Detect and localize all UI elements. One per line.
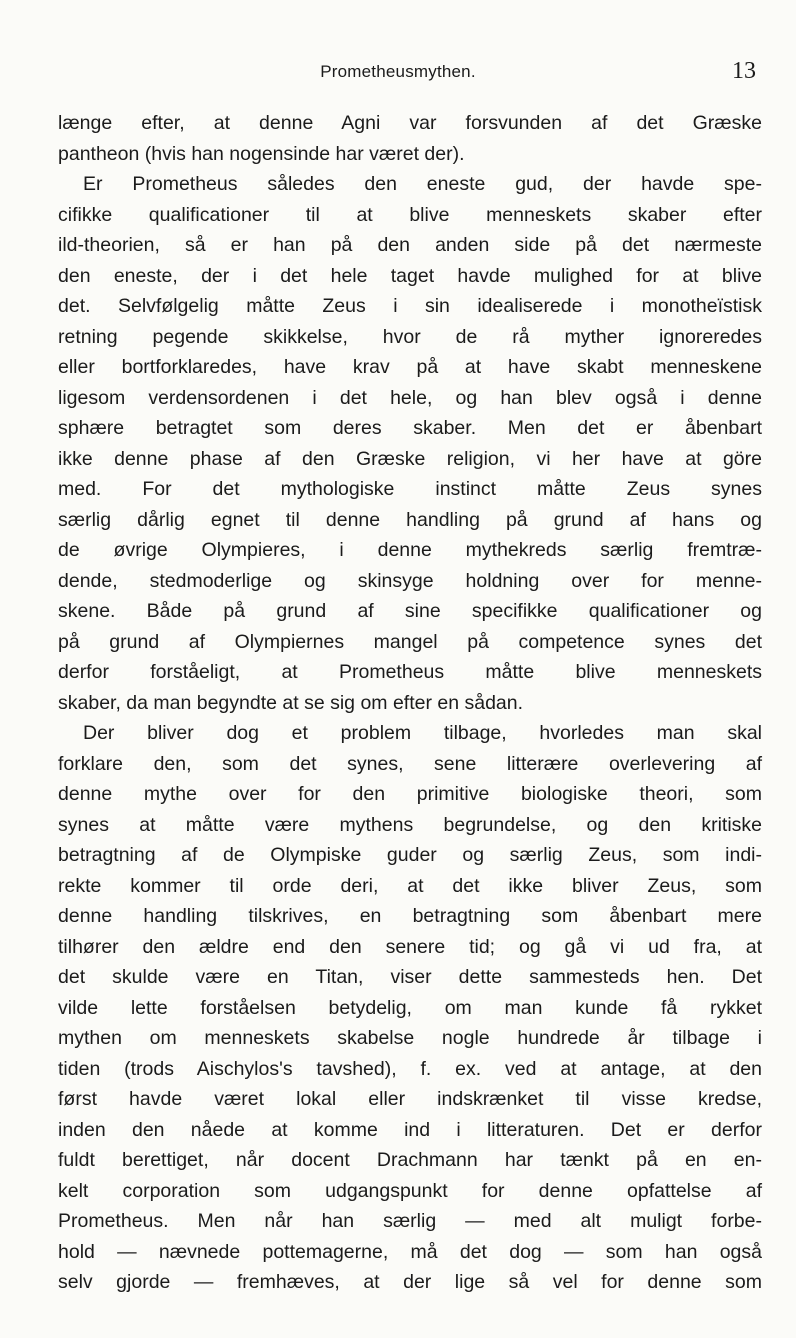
body-text	[58, 108, 762, 1298]
text-line: ikke denne phase af den Græske religion, vi her have at göre	[58, 447, 762, 470]
text-line: inden den nåede at komme ind i litteraturen. Det er derfor	[58, 1118, 762, 1141]
text-line: Der bliver dog et problem tilbage, hvorledes man skal	[83, 722, 762, 744]
text-line: Prometheus. Men når han særlig — med alt muligt forbe-	[58, 1210, 762, 1232]
text-line: ligesom verdensordenen i det hele, og han blev også i denne	[58, 386, 762, 409]
text-line: pantheon (hvis han nogensinde har været der).	[58, 142, 465, 165]
text-line: på grund af Olympiernes mangel på competence synes det	[58, 630, 762, 653]
text-line: særlig dårlig egnet til denne handling på grund af hans og	[58, 508, 762, 531]
text-line: denne mythe over for den primitive biologiske theori, som	[58, 783, 762, 805]
running-head	[0, 58, 796, 90]
text-line: hold — nævnede pottemagerne, må det dog — som han også	[58, 1240, 762, 1263]
text-line: eller bortforklaredes, have krav på at have skabt menneskene	[58, 356, 762, 378]
text-line: cifikke qualificationer til at blive menneskets skaber efter	[58, 203, 762, 226]
text-line: dende, stedmoderlige og skinsyge holdning over for menne-	[58, 569, 762, 592]
text-line: retning pegende skikkelse, hvor de rå myther ignoreredes	[58, 325, 762, 348]
text-line: sphære betragtet som deres skaber. Men det er åbenbart	[58, 417, 762, 439]
text-line: skene. Både på grund af sine specifikke qualificationer og	[58, 600, 762, 622]
text-line: forklare den, som det synes, sene litterære overlevering af	[58, 752, 762, 775]
text-line: fuldt berettiget, når docent Drachmann har tænkt på en en-	[58, 1149, 762, 1171]
text-line: rekte kommer til orde deri, at det ikke bliver Zeus, som	[58, 874, 762, 897]
text-line: først havde været lokal eller indskrænket til visse kredse,	[58, 1088, 762, 1110]
text-line: betragtning af de Olympiske guder og særlig Zeus, som indi-	[58, 844, 762, 866]
text-line: ild-theorien, så er han på den anden side på det nærmeste	[58, 234, 762, 256]
text-line: denne handling tilskrives, en betragtning som åbenbart mere	[58, 905, 762, 927]
text-line: derfor forståeligt, at Prometheus måtte blive menneskets	[58, 661, 762, 683]
text-line: længe efter, at denne Agni var forsvunden af det Græske	[58, 112, 762, 134]
running-title: Prometheusmythen.	[320, 62, 476, 81]
text-line: vilde lette forståelsen betydelig, om man kunde få rykket	[58, 996, 762, 1019]
page-number: 13	[732, 58, 756, 84]
text-line: de øvrige Olympieres, i denne mythekreds særlig fremtræ-	[58, 539, 762, 561]
text-line: det. Selvfølgelig måtte Zeus i sin idealiserede i monotheïstisk	[58, 295, 762, 317]
text-line: den eneste, der i det hele taget havde mulighed for at blive	[58, 264, 762, 287]
text-line: skaber, da man begyndte at se sig om efter en sådan.	[58, 691, 524, 714]
text-line: synes at måtte være mythens begrundelse, og den kritiske	[58, 813, 762, 836]
text-line: tiden (trods Aischylos's tavshed), f. ex. ved at antage, at den	[58, 1057, 762, 1080]
text-line: selv gjorde — fremhæves, at der lige så vel for denne som	[58, 1271, 762, 1293]
text-line: med. For det mythologiske instinct måtte Zeus synes	[58, 478, 762, 500]
text-line: det skulde være en Titan, viser dette sammesteds hen. Det	[58, 966, 762, 988]
text-line: tilhører den ældre end den senere tid; og gå vi ud fra, at	[58, 935, 762, 958]
text-line: mythen om menneskets skabelse nogle hundrede år tilbage i	[58, 1027, 762, 1049]
text-line: Er Prometheus således den eneste gud, der havde spe-	[83, 173, 762, 195]
text-line: kelt corporation som udgangspunkt for denne opfattelse af	[58, 1179, 762, 1202]
